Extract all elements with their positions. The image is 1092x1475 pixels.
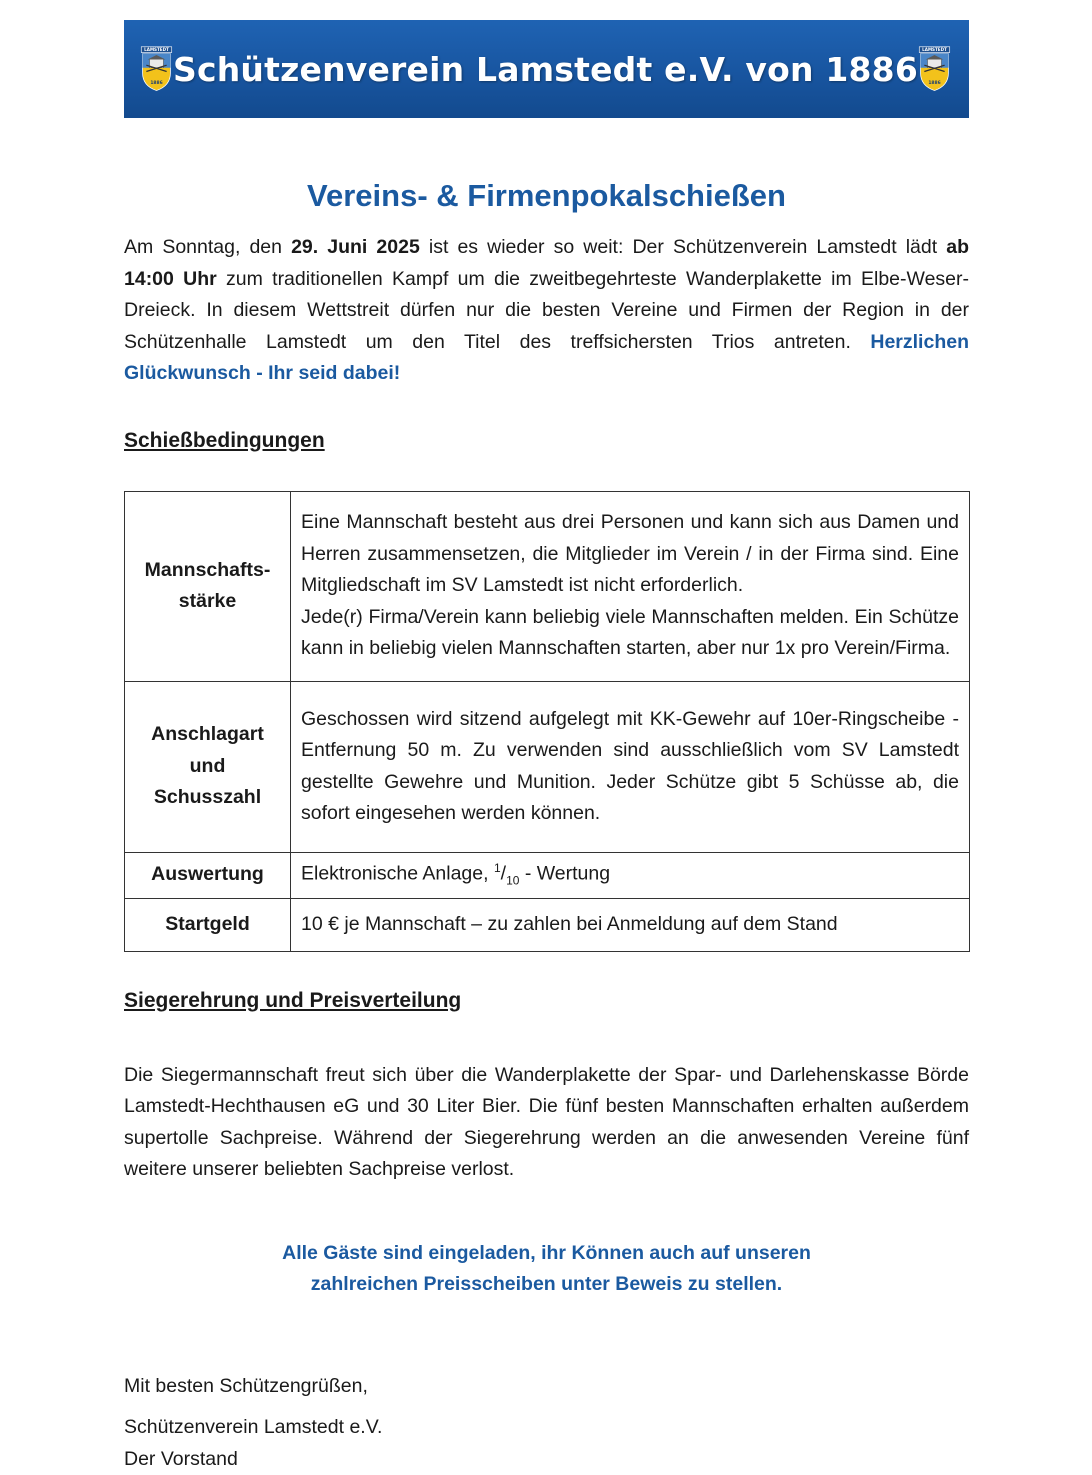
team-size-text: Jede(r) Firma/Verein kann beliebig viele Mannschaften melden. Ein Schütze kann in beliebig vielen Mannschaften starten, aber nur 1x pro Verein/Firma. [301,605,959,660]
header-banner [124,20,969,118]
table-row [125,852,970,898]
row-label: Anschlagart und Schusszahl [125,681,291,852]
closing-greeting: Mit besten Schützengrüßen, [124,1374,368,1397]
club-crest-icon [918,33,951,105]
row-text: Elektronische Anlage, $^1/_{10}$ - Wertung [291,852,970,898]
table-row [125,681,970,852]
invitation-text: Alle Gäste sind eingeladen, ihr Können auch auf unseren zahlreichen Preisscheiben unter Beweis zu stellen. [282,1241,811,1295]
table-row [125,898,970,951]
team-size-text: Eine Mannschaft besteht aus drei Personen und kann sich aus Damen und Herren zusammensetzen, die Mitglieder im Verein / in der Firma sind. Eine Mitgliedschaft im SV Lamstedt ist nicht erforderlich. [301,511,959,597]
crest-year-text: 1886 [150,81,163,87]
crest-label-text: LAMSTEDT [922,47,947,53]
club-name: Schützenverein Lamstedt e.V. [124,1415,383,1438]
row-label: Mannschafts- stärke [125,491,291,681]
document-title: Vereins- & Firmenpokalschießen [307,178,786,213]
prizes-paragraph: Die Siegermannschaft freut sich über die Wanderplakette der Spar- und Darlehenskasse Börde Lamstedt-Hechthausen eG und 30 Liter Bier. Die fünf besten Mannschaften erhalten außerdem supertolle Sachpreise. Während der Siegerehrung werden an die anwesenden Vereine fünf weitere unserer beliebten Sachpreise verlost. [124,1063,969,1180]
row-label: Auswertung [125,852,291,898]
row-text: Geschossen wird sitzend aufgelegt mit KK-Gewehr auf 10er-Ringscheibe - Entfernung 50 m. Zu verwenden sind ausschließlich vom SV Lamstedt gestellte Gewehre und Munition. Jeder Schütze gibt 5 Schüsse ab, die sofort eingesehen werden können. [291,681,970,852]
conditions-table [124,491,970,952]
prizes-heading: Siegerehrung und Preisverteilung [124,988,462,1012]
crest-year-text: 1886 [928,81,941,87]
event-date: 29. Juni 2025 [291,236,420,258]
table-row [125,491,970,681]
banner-title: Schützenverein Lamstedt e.V. von 1886 [172,49,919,89]
club-crest-icon [140,33,173,105]
intro-text: ist es wieder so weit: Der Schützenverein Lamstedt lädt [419,236,947,258]
intro-text: Am Sonntag, den [124,236,292,258]
congratulations-text: Herzlichen Glückwunsch - Ihr seid dabei! [124,330,969,384]
intro-text: zum traditionellen Kampf um die zweitbegehrteste Wanderplakette im Elbe-Weser-Dreieck. In diesem Wettstreit dürfen nur die besten Vereine und Firmen der Region in der Schützenhalle Lamstedt um den Titel des treffsichersten Trios antreten. [124,267,970,353]
fraction-denominator: 10 [506,873,520,888]
intro-paragraph [124,232,969,390]
closing-signature [124,1411,969,1475]
board-name: Der Vorstand [124,1447,238,1470]
row-text [291,491,970,681]
conditions-heading: Schießbedingungen [124,428,325,452]
crest-label-text: LAMSTEDT [144,47,169,53]
row-text: 10 € je Mannschaft – zu zahlen bei Anmeldung auf dem Stand [291,898,970,951]
document-page [124,20,969,1475]
event-time: ab 14:00 Uhr [124,236,969,290]
row-label: Startgeld [125,898,291,951]
fraction-numerator: 1 [493,861,501,876]
